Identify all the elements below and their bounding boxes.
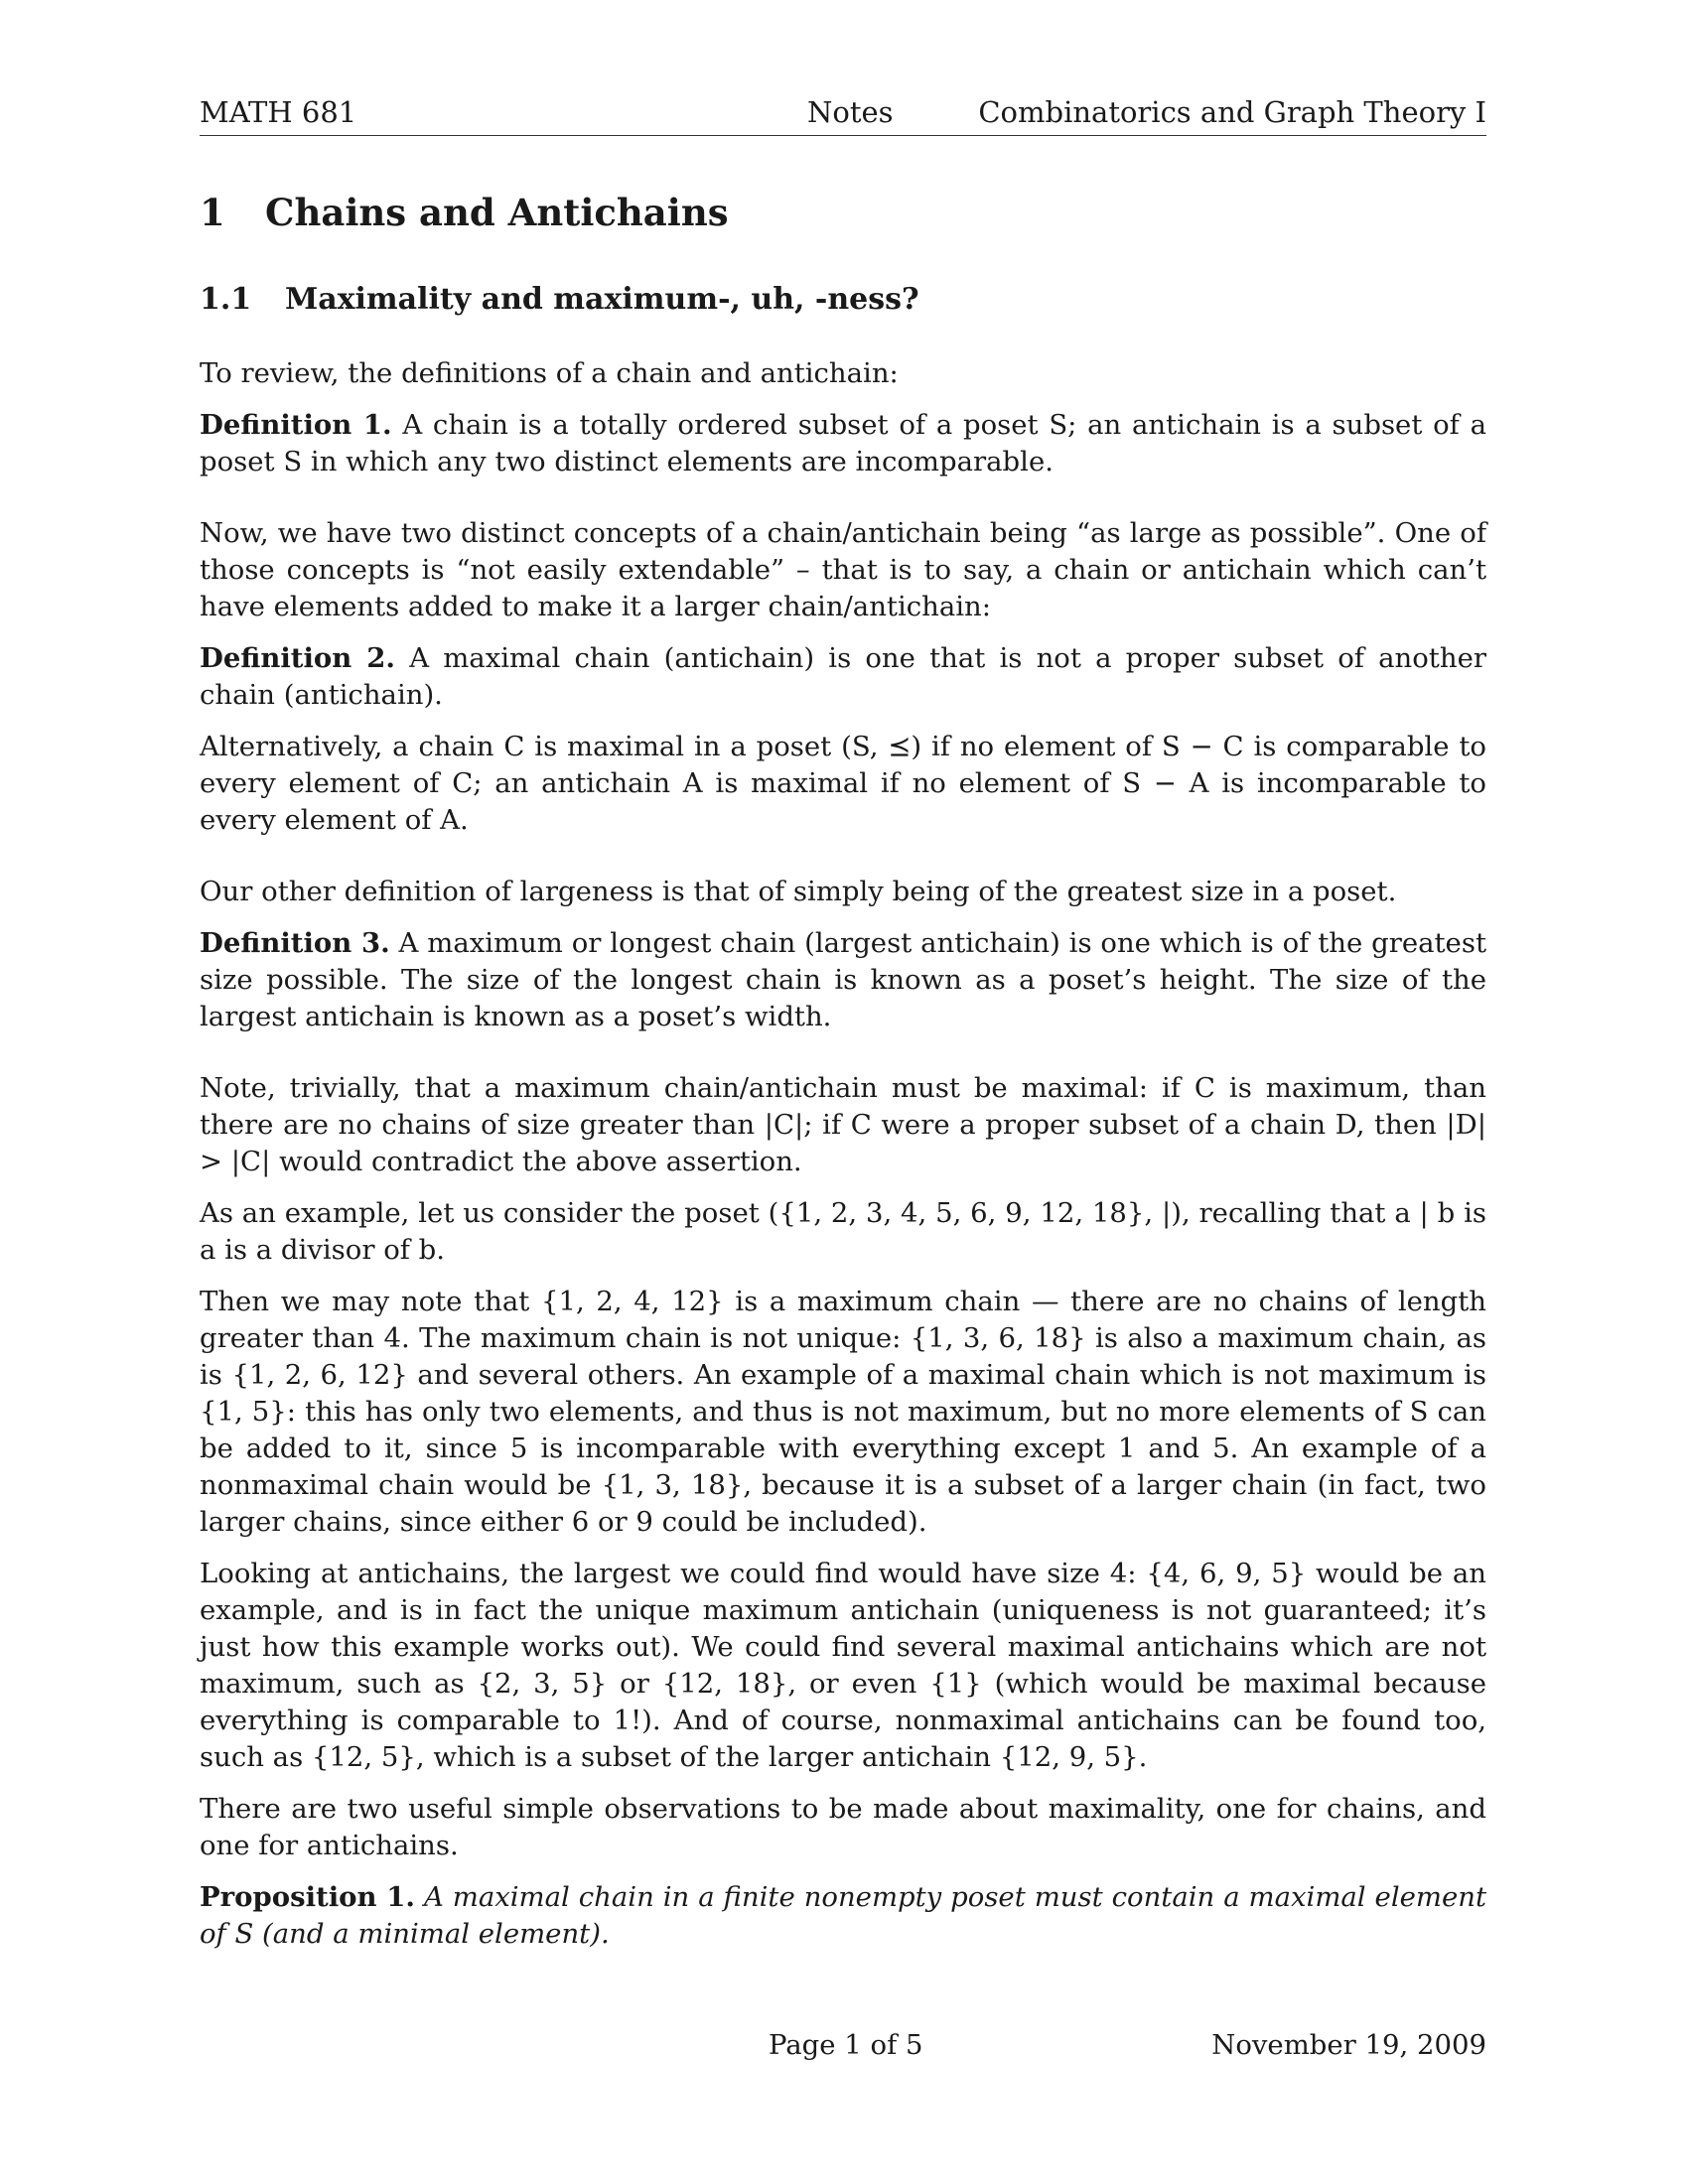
definition-1	[200, 407, 1486, 480]
running-footer	[200, 2029, 1486, 2069]
definition-3	[200, 925, 1486, 1035]
subsection-title: Maximality and maximum-, uh, -ness?	[285, 282, 919, 317]
section-heading	[200, 191, 729, 234]
page-number: Page 1 of 5	[769, 2029, 923, 2061]
paragraph: Now, we have two distinct concepts of a chain/antichain being “as large as possible”. One of those concepts is “not easily extendable” – that is to say, a chain or antichain which can’t have elements added to make it a larger chain/antichain:	[200, 517, 1486, 622]
definition-label: Definition 2.	[200, 642, 395, 674]
paragraph: Note, trivially, that a maximum chain/antichain must be maximal: if C is maximum, than there are no chains of size greater than |C|; if C were a proper subset of a chain D, then |D| > |C| would contradict the above assertion.	[200, 1072, 1486, 1177]
paragraph: To review, the definitions of a chain and antichain:	[200, 357, 899, 389]
paragraph: Alternatively, a chain C is maximal in a poset (S, ⪯) if no element of S − C is comparable to every element of C; an antichain A is maximal if no element of S − A is incomparable to every element of A.	[200, 731, 1486, 836]
subsection-number: 1.1	[200, 282, 252, 317]
header-course: MATH 681	[200, 95, 357, 129]
proposition-1	[200, 1879, 1486, 1953]
footer-date: November 19, 2009	[1211, 2029, 1486, 2061]
paragraph: Our other definition of largeness is that of simply being of the greatest size in a poset.	[200, 876, 1397, 907]
header-center: Notes	[807, 95, 894, 129]
definition-2	[200, 640, 1486, 714]
body-text	[200, 355, 1486, 1968]
subsection-heading	[200, 282, 919, 317]
paragraph: Then we may note that {1, 2, 4, 12} is a maximum chain — there are no chains of length greater than 4. The maximum chain is not unique: {1, 3, 6, 18} is also a maximum chain, as is {1, 2, 6, 12} and several others. An example of a maximal chain which is not maximum is {1, 5}: this has only two elements, and thus is not maximum, but no more elements of S can be added to it, since 5 is incomparable with everything except 1 and 5. An example of a nonmaximal chain would be {1, 3, 18}, because it is a subset of a larger chain (in fact, two larger chains, since either 6 or 9 could be included).	[200, 1286, 1486, 1538]
proposition-text: A maximal chain in a finite nonempty poset must contain a maximal element of S (and a minimal element).	[200, 1881, 1487, 1950]
definition-label: Definition 1.	[200, 409, 392, 441]
definition-text: A chain is a totally ordered subset of a poset S; an antichain is a subset of a poset S in which any two distinct elements are incomparable.	[200, 409, 1487, 478]
paragraph: As an example, let us consider the poset ({1, 2, 3, 4, 5, 6, 9, 12, 18}, |), recalling that a | b is a is a divisor of b.	[200, 1197, 1486, 1266]
header-title: Combinatorics and Graph Theory I	[978, 95, 1486, 129]
definition-text: A maximum or longest chain (largest antichain) is one which is of the greatest size possible. The size of the longest chain is known as a poset’s height. The size of the largest antichain is known as a poset’s width.	[200, 927, 1486, 1032]
page	[200, 91, 1487, 1950]
paragraph: Looking at antichains, the largest we could find would have size 4: {4, 6, 9, 5} would be an example, and is in fact the unique maximum antichain (uniqueness is not guaranteed; it’s just how this example works out). We could find several maximal antichains which are not maximum, such as {2, 3, 5} or {12, 18}, or even {1} (which would be maximal because everything is comparable to 1!). And of course, nonmaximal antichains can be found too, such as {12, 5}, which is a subset of the larger antichain {12, 9, 5}.	[200, 1558, 1486, 1773]
definition-text: A maximal chain (antichain) is one that is not a proper subset of another chain (antichain).	[200, 642, 1486, 711]
section-number: 1	[200, 191, 225, 234]
running-header	[200, 91, 1486, 136]
proposition-label: Proposition 1.	[200, 1881, 415, 1913]
paragraph: There are two useful simple observations to be made about maximality, one for chains, and one for antichains.	[200, 1793, 1486, 1861]
definition-label: Definition 3.	[200, 927, 390, 959]
section-title: Chains and Antichains	[265, 191, 729, 234]
